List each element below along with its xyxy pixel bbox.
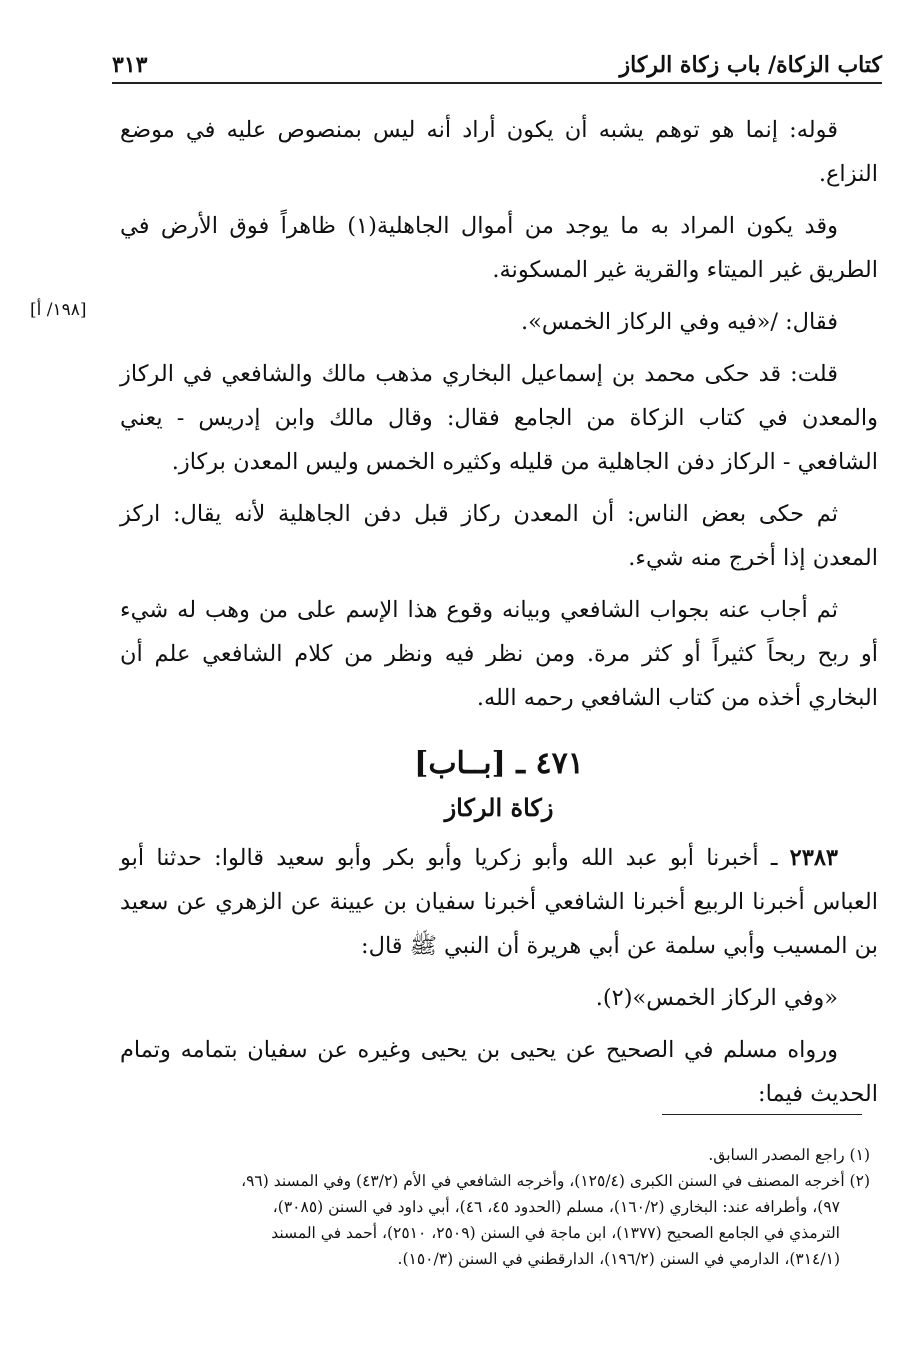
- footnote: (٢) أخرجه المصنف في السنن الكبرى (١٢٥/٤)، وأخرجه الشافعي في الأم (٤٣/٢) وفي المسند (٩٦،: [241, 1172, 870, 1190]
- main-text: [120, 108, 878, 1124]
- page-number: ٣١٣: [112, 52, 148, 78]
- footnote-continuation: ٩٧)، وأطرافه عند: البخاري (١٦٠/٢)، مسلم (الحدود ٤٥، ٤٦)، أبي داود في السنن (٣٠٨٥)،: [272, 1198, 840, 1216]
- running-title: كتاب الزكاة/ باب زكاة الركاز: [619, 52, 882, 78]
- manuscript-folio-note: [١٩٨/ أ]: [30, 300, 87, 320]
- hadith-closing: ورواه مسلم في الصحيح عن يحيى بن يحيى وغيره عن سفيان بتمامه وتمام الحديث فيما:: [120, 1037, 878, 1107]
- paragraph: وقد يكون المراد به ما يوجد من أموال الجاهلية(١) ظاهراً فوق الأرض في الطريق غير الميتاء والقرية غير المسكونة.: [120, 213, 878, 283]
- paragraph: ثم حكى بعض الناس: أن المعدن ركاز قبل دفن الجاهلية لأنه يقال: اركز المعدن إذا أخرج منه شيء.: [120, 501, 878, 571]
- page-header: [112, 40, 882, 84]
- chapter-subheading: زكاة الركاز: [444, 793, 554, 822]
- paragraph: قوله: إنما هو توهم يشبه أن يكون أراد أنه ليس بمنصوص عليه في موضع النزاع.: [120, 117, 878, 187]
- hadith-quote: «وفي الركاز الخمس»(٢).: [595, 985, 838, 1011]
- hadith-number: ٢٣٨٣: [789, 845, 838, 871]
- paragraph: قلت: قد حكى محمد بن إسماعيل البخاري مذهب مالك والشافعي في الركاز والمعدن في كتاب الزكاة من الجامع فقال: وقال مالك وابن إدريس - يعني الشافعي - الركاز دفن الجاهلية من قليله وكثيره الخمس وليس المعدن بركاز.: [120, 361, 878, 475]
- hadith-paragraph: [120, 836, 878, 968]
- chapter-heading: ٤٧١ ـ [بــاب]: [414, 746, 584, 781]
- paragraph: ثم أجاب عنه بجواب الشافعي وبيانه وقوع هذا الإسم على من وهب له شيء أو ربح ربحاً كثيراً أو كثر مرة. ومن نظر فيه ونظر من كلام الشافعي علم أن البخاري أخذه من كتاب الشافعي رحمه الله.: [120, 597, 878, 711]
- footnote-separator: [662, 1114, 862, 1115]
- footnote-continuation: (٣١٤/١)، الدارمي في السنن (١٩٦/٢)، الدارقطني في السنن (١٥٠/٣).: [397, 1250, 840, 1268]
- footnotes: [100, 1142, 870, 1272]
- footnote: (١) راجع المصدر السابق.: [708, 1146, 870, 1164]
- hadith-text: ـ أخبرنا أبو عبد الله وأبو زكريا وأبو بكر وأبو سعيد قالوا: حدثنا أبو العباس أخبرنا الربيع أخبرنا الشافعي أخبرنا سفيان بن عيينة عن الزهري عن سعيد بن المسيب وأبي سلمة عن أبي هريرة أن النبي ﷺ قال:: [120, 845, 878, 959]
- paragraph: فقال: /«فيه وفي الركاز الخمس».: [520, 309, 838, 335]
- footnote-continuation: الترمذي في الجامع الصحيح (١٣٧٧)، ابن ماجة في السنن (٢٥٠٩، ٢٥١٠)، أحمد في المسند: [271, 1224, 840, 1242]
